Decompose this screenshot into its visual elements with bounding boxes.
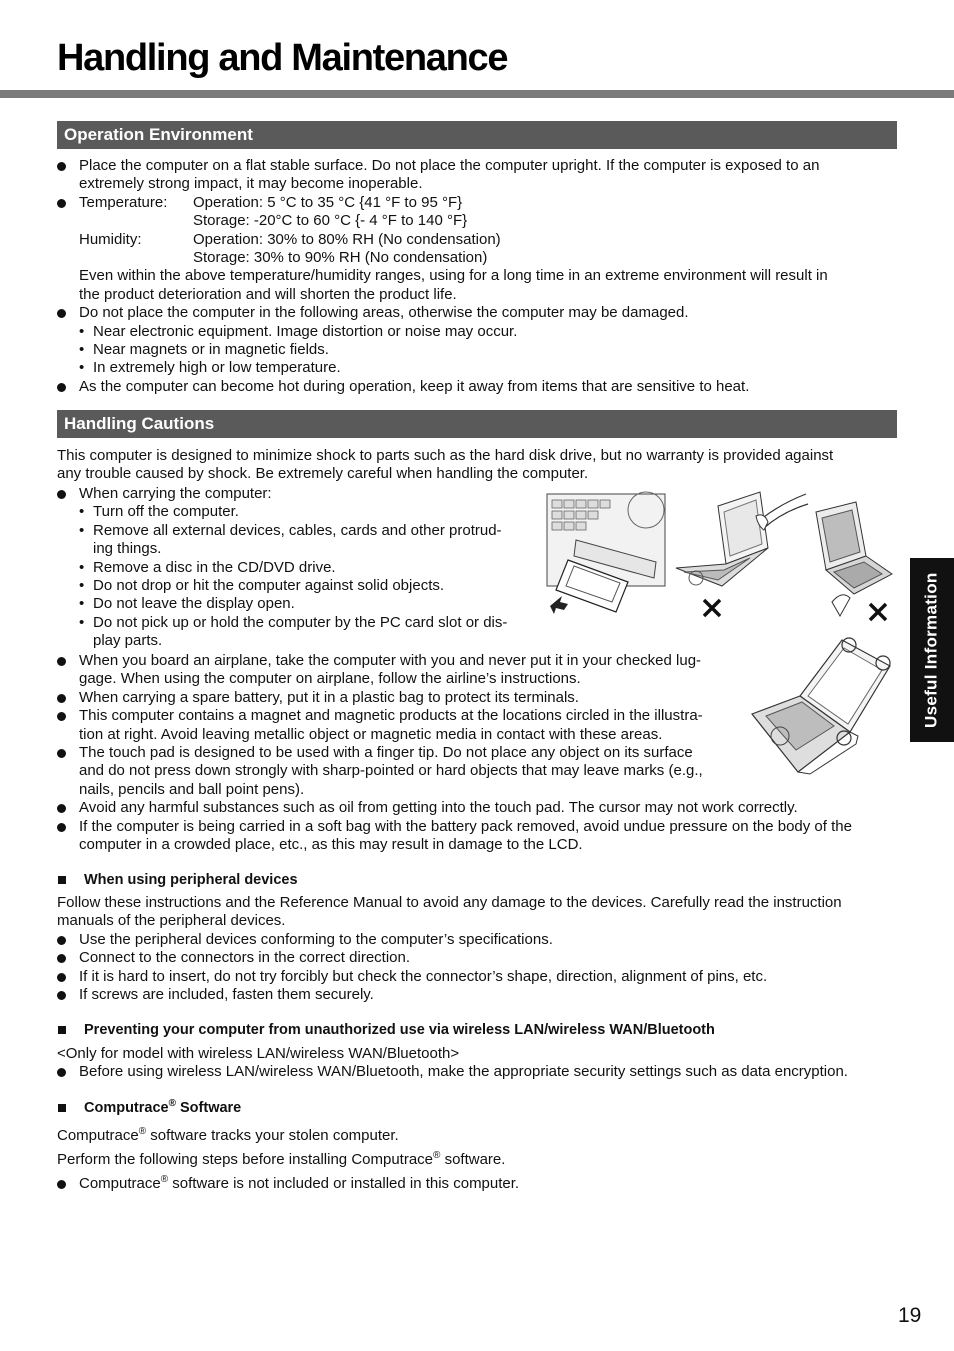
laptop-closed-carry-illustration [812,494,894,622]
bullet-placement-areas: Do not place the computer in the following areas, otherwise the computer may be damaged. [57,304,897,322]
subheading-wireless: Preventing your computer from unauthorized use via wireless LAN/wireless WAN/Bluetooth [57,1021,715,1039]
bullet-temperature: Temperature: Operation: 5 °C to 35 °C {41 °F to 95 °F} [57,194,897,212]
operation-environment-body [57,157,897,396]
bullet-flat-surface: Place the computer on a flat stable surface. Do not place the computer upright. If the computer is exposed to an extremely strong impact, it may become inoperable. [57,157,897,194]
environment-note: Even within the above temperature/humidity ranges, using for a long time in an extreme environment will result in the product deterioration and will shorten the product life. [79,267,828,303]
bullet-carrying: When carrying the computer: [57,485,547,503]
spec-humidity: Humidity: Operation: 30% to 80% RH (No condensation) [79,230,501,248]
bullet-peripheral: If it is hard to insert, do not try forcibly but check the connector’s shape, direction, alignment of pins, etc. [57,968,897,986]
carrying-list [57,485,547,651]
bullet-peripheral: Connect to the connectors in the correct direction. [57,949,897,967]
sub-item: • Near magnets or in magnetic fields. [57,341,897,359]
computrace-line-2: Perform the following steps before installing Computrace® software. [57,1150,506,1168]
magnet-locations-illustration [750,636,896,776]
sub-item: • Near electronic equipment. Image distortion or noise may occur. [57,323,897,341]
sub-item-continued: play parts. [93,632,163,650]
spec-temp-storage: Storage: -20°C to 60 °C {- 4 °F to 140 °F} [193,212,468,230]
bullet-wireless: Before using wireless LAN/wireless WAN/Bluetooth, make the appropriate security settings such as data encryption. [57,1063,897,1081]
sub-item: • Remove all external devices, cables, cards and other protrud- [57,522,547,540]
peripheral-body: Follow these instructions and the Reference Manual to avoid any damage to the devices. Carefully read the instruction manuals of the peripheral devices. Use the peripheral devices conforming to the computer’s specifications. Connect to the connectors in the correct direction. If it is hard to insert, do not try forcibly but check the connector’s shape, direction, alignment of pins, etc. If screws are included, fasten them securely. [57,894,897,1004]
side-tab-useful-information: Useful Information [910,558,954,742]
bullet-touchpad: The touch pad is designed to be used with a finger tip. Do not place any object on its surface and do not press down strongly with sharp-pointed or hard objects that may leave marks (e.g., nails, pencils and ball point pens). [57,744,897,799]
sub-item: • Do not leave the display open. [57,595,547,613]
bullet-soft-bag: If the computer is being carried in a soft bag with the battery pack removed, avoid undue pressure on the body of the computer in a crowded place, etc., as this may result in damage to the LCD. [57,818,897,855]
wireless-model-note: <Only for model with wireless LAN/wireless WAN/Bluetooth> [57,1045,460,1062]
computrace-line-1: Computrace® software tracks your stolen computer. [57,1126,399,1144]
sub-item: • Do not drop or hit the computer against solid objects. [57,577,547,595]
bullet-peripheral: If screws are included, fasten them securely. [57,986,897,1004]
title-rule [0,90,954,98]
handling-intro: This computer is designed to minimize shock to parts such as the hard disk drive, but no warranty is provided against any trouble caused by shock. Be extremely careful when handling the computer. [57,447,834,483]
sub-item: • Turn off the computer. [57,503,547,521]
page-number: 19 [898,1304,922,1327]
bullet-oil: Avoid any harmful substances such as oil from getting into the touch pad. The cursor may not work correctly. [57,799,897,817]
sub-item: • Do not pick up or hold the computer by the PC card slot or dis- [57,614,547,632]
subheading-computrace: Computrace® Software [57,1099,241,1117]
bullet-computrace: Computrace® software is not included or installed in this computer. [57,1175,897,1193]
subheading-peripheral-devices: When using peripheral devices [57,871,298,889]
bullet-magnet: This computer contains a magnet and magnetic products at the locations circled in the illustra- tion at right. Avoid leaving metallic object or magnetic media in contact with these areas. [57,707,897,744]
sub-item-continued: ing things. [93,540,162,558]
sub-item: • Remove a disc in the CD/DVD drive. [57,559,547,577]
bullet-battery: When carrying a spare battery, put it in a plastic bag to protect its terminals. [57,689,897,707]
bullet-peripheral: Use the peripheral devices conforming to the computer’s specifications. [57,931,897,949]
spec-humidity-storage: Storage: 30% to 90% RH (No condensation) [193,248,488,266]
laptop-open-carry-illustration [672,490,810,620]
section-heading-operation-environment: Operation Environment [57,121,897,149]
pc-card-removal-illustration [546,490,668,615]
page-title: Handling and Maintenance [57,37,508,79]
section-heading-handling-cautions: Handling Cautions [57,410,897,438]
bullet-airplane: When you board an airplane, take the computer with you and never put it in your checked lug- gage. When using the computer on airplane, follow the airline’s instructions. [57,652,897,689]
wireless-body [57,1045,897,1082]
sub-item: • In extremely high or low temperature. [57,359,897,377]
bullet-heat: As the computer can become hot during operation, keep it away from items that are sensitive to heat. [57,378,897,396]
